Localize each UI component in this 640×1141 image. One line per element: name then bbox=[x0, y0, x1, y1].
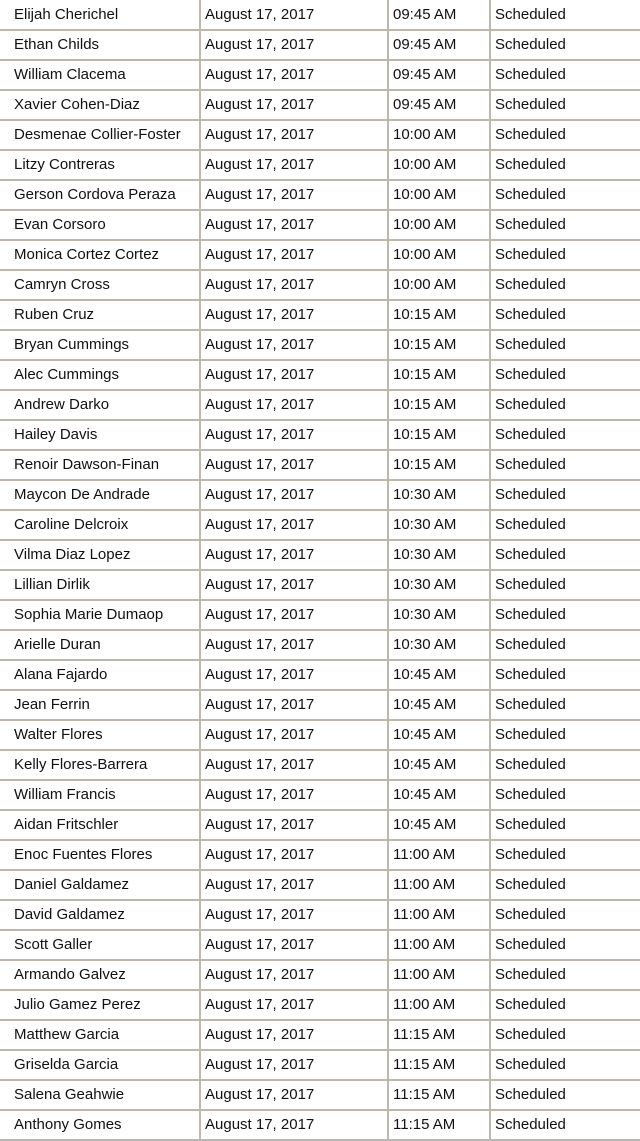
date-cell: August 17, 2017 bbox=[200, 810, 388, 840]
student-name-cell: William Clacema bbox=[0, 60, 200, 90]
date-cell: August 17, 2017 bbox=[200, 870, 388, 900]
status-cell: Scheduled bbox=[490, 60, 640, 90]
student-name-cell: Aidan Fritschler bbox=[0, 810, 200, 840]
student-name-cell: Armando Galvez bbox=[0, 960, 200, 990]
table-row bbox=[0, 330, 640, 360]
date-cell: August 17, 2017 bbox=[200, 570, 388, 600]
time-cell: 10:30 AM bbox=[388, 510, 490, 540]
table-row bbox=[0, 90, 640, 120]
time-cell: 11:00 AM bbox=[388, 870, 490, 900]
time-cell: 10:15 AM bbox=[388, 330, 490, 360]
table-row bbox=[0, 180, 640, 210]
table-row bbox=[0, 1080, 640, 1110]
date-cell: August 17, 2017 bbox=[200, 720, 388, 750]
table-row bbox=[0, 480, 640, 510]
time-cell: 11:00 AM bbox=[388, 840, 490, 870]
status-cell: Scheduled bbox=[490, 120, 640, 150]
time-cell: 10:30 AM bbox=[388, 630, 490, 660]
date-cell: August 17, 2017 bbox=[200, 480, 388, 510]
time-cell: 10:15 AM bbox=[388, 420, 490, 450]
date-cell: August 17, 2017 bbox=[200, 1110, 388, 1140]
time-cell: 10:45 AM bbox=[388, 690, 490, 720]
table-row bbox=[0, 150, 640, 180]
table-row bbox=[0, 120, 640, 150]
student-name-cell: Griselda Garcia bbox=[0, 1050, 200, 1080]
table-row bbox=[0, 240, 640, 270]
date-cell: August 17, 2017 bbox=[200, 690, 388, 720]
time-cell: 11:00 AM bbox=[388, 960, 490, 990]
table-row bbox=[0, 270, 640, 300]
status-cell: Scheduled bbox=[490, 180, 640, 210]
time-cell: 11:00 AM bbox=[388, 900, 490, 930]
student-name-cell: Sophia Marie Dumaop bbox=[0, 600, 200, 630]
status-cell: Scheduled bbox=[490, 330, 640, 360]
table-row bbox=[0, 30, 640, 60]
table-row bbox=[0, 840, 640, 870]
date-cell: August 17, 2017 bbox=[200, 1020, 388, 1050]
date-cell: August 17, 2017 bbox=[200, 60, 388, 90]
date-cell: August 17, 2017 bbox=[200, 120, 388, 150]
student-name-cell: David Galdamez bbox=[0, 900, 200, 930]
status-cell: Scheduled bbox=[490, 150, 640, 180]
time-cell: 10:45 AM bbox=[388, 720, 490, 750]
time-cell: 11:15 AM bbox=[388, 1110, 490, 1140]
status-cell: Scheduled bbox=[490, 900, 640, 930]
status-cell: Scheduled bbox=[490, 840, 640, 870]
status-cell: Scheduled bbox=[490, 870, 640, 900]
student-name-cell: Anthony Gomes bbox=[0, 1110, 200, 1140]
table-row bbox=[0, 300, 640, 330]
table-row bbox=[0, 390, 640, 420]
time-cell: 11:15 AM bbox=[388, 1050, 490, 1080]
student-name-cell: Kelly Flores-Barrera bbox=[0, 750, 200, 780]
table-row bbox=[0, 570, 640, 600]
date-cell: August 17, 2017 bbox=[200, 1080, 388, 1110]
student-name-cell: Maycon De Andrade bbox=[0, 480, 200, 510]
table-row bbox=[0, 360, 640, 390]
date-cell: August 17, 2017 bbox=[200, 210, 388, 240]
date-cell: August 17, 2017 bbox=[200, 0, 388, 30]
table-row bbox=[0, 870, 640, 900]
student-name-cell: Vilma Diaz Lopez bbox=[0, 540, 200, 570]
date-cell: August 17, 2017 bbox=[200, 150, 388, 180]
time-cell: 09:45 AM bbox=[388, 30, 490, 60]
student-name-cell: Andrew Darko bbox=[0, 390, 200, 420]
table-row bbox=[0, 210, 640, 240]
status-cell: Scheduled bbox=[490, 360, 640, 390]
date-cell: August 17, 2017 bbox=[200, 360, 388, 390]
time-cell: 10:15 AM bbox=[388, 390, 490, 420]
time-cell: 09:45 AM bbox=[388, 60, 490, 90]
time-cell: 10:45 AM bbox=[388, 750, 490, 780]
time-cell: 11:00 AM bbox=[388, 930, 490, 960]
date-cell: August 17, 2017 bbox=[200, 300, 388, 330]
student-name-cell: Camryn Cross bbox=[0, 270, 200, 300]
table-row bbox=[0, 720, 640, 750]
date-cell: August 17, 2017 bbox=[200, 1050, 388, 1080]
student-name-cell: Matthew Garcia bbox=[0, 1020, 200, 1050]
time-cell: 10:30 AM bbox=[388, 480, 490, 510]
date-cell: August 17, 2017 bbox=[200, 510, 388, 540]
date-cell: August 17, 2017 bbox=[200, 30, 388, 60]
table-row bbox=[0, 0, 640, 30]
status-cell: Scheduled bbox=[490, 90, 640, 120]
status-cell: Scheduled bbox=[490, 960, 640, 990]
student-name-cell: Alana Fajardo bbox=[0, 660, 200, 690]
time-cell: 10:30 AM bbox=[388, 540, 490, 570]
table-row bbox=[0, 1020, 640, 1050]
status-cell: Scheduled bbox=[490, 930, 640, 960]
table-row bbox=[0, 900, 640, 930]
time-cell: 11:00 AM bbox=[388, 990, 490, 1020]
status-cell: Scheduled bbox=[490, 660, 640, 690]
table-row bbox=[0, 660, 640, 690]
time-cell: 10:00 AM bbox=[388, 240, 490, 270]
student-name-cell: William Francis bbox=[0, 780, 200, 810]
table-row bbox=[0, 960, 640, 990]
table-row bbox=[0, 420, 640, 450]
table-row bbox=[0, 690, 640, 720]
student-name-cell: Daniel Galdamez bbox=[0, 870, 200, 900]
student-name-cell: Arielle Duran bbox=[0, 630, 200, 660]
table-row bbox=[0, 780, 640, 810]
student-name-cell: Jean Ferrin bbox=[0, 690, 200, 720]
table-row bbox=[0, 630, 640, 660]
student-name-cell: Monica Cortez Cortez bbox=[0, 240, 200, 270]
student-name-cell: Bryan Cummings bbox=[0, 330, 200, 360]
student-name-cell: Evan Corsoro bbox=[0, 210, 200, 240]
status-cell: Scheduled bbox=[490, 720, 640, 750]
table-row bbox=[0, 450, 640, 480]
status-cell: Scheduled bbox=[490, 630, 640, 660]
status-cell: Scheduled bbox=[490, 390, 640, 420]
date-cell: August 17, 2017 bbox=[200, 540, 388, 570]
student-name-cell: Lillian Dirlik bbox=[0, 570, 200, 600]
date-cell: August 17, 2017 bbox=[200, 630, 388, 660]
status-cell: Scheduled bbox=[490, 1050, 640, 1080]
status-cell: Scheduled bbox=[490, 240, 640, 270]
date-cell: August 17, 2017 bbox=[200, 390, 388, 420]
time-cell: 10:00 AM bbox=[388, 150, 490, 180]
status-cell: Scheduled bbox=[490, 0, 640, 30]
status-cell: Scheduled bbox=[490, 990, 640, 1020]
table-row bbox=[0, 510, 640, 540]
time-cell: 11:15 AM bbox=[388, 1080, 490, 1110]
date-cell: August 17, 2017 bbox=[200, 660, 388, 690]
status-cell: Scheduled bbox=[490, 30, 640, 60]
time-cell: 10:30 AM bbox=[388, 600, 490, 630]
status-cell: Scheduled bbox=[490, 810, 640, 840]
time-cell: 09:45 AM bbox=[388, 0, 490, 30]
time-cell: 10:45 AM bbox=[388, 810, 490, 840]
status-cell: Scheduled bbox=[490, 210, 640, 240]
table-row bbox=[0, 600, 640, 630]
time-cell: 10:30 AM bbox=[388, 570, 490, 600]
status-cell: Scheduled bbox=[490, 1080, 640, 1110]
status-cell: Scheduled bbox=[490, 420, 640, 450]
table-row bbox=[0, 750, 640, 780]
time-cell: 10:00 AM bbox=[388, 120, 490, 150]
date-cell: August 17, 2017 bbox=[200, 450, 388, 480]
date-cell: August 17, 2017 bbox=[200, 750, 388, 780]
date-cell: August 17, 2017 bbox=[200, 930, 388, 960]
student-name-cell: Julio Gamez Perez bbox=[0, 990, 200, 1020]
time-cell: 09:45 AM bbox=[388, 90, 490, 120]
status-cell: Scheduled bbox=[490, 300, 640, 330]
status-cell: Scheduled bbox=[490, 450, 640, 480]
date-cell: August 17, 2017 bbox=[200, 240, 388, 270]
status-cell: Scheduled bbox=[490, 780, 640, 810]
date-cell: August 17, 2017 bbox=[200, 900, 388, 930]
date-cell: August 17, 2017 bbox=[200, 420, 388, 450]
student-name-cell: Gerson Cordova Peraza bbox=[0, 180, 200, 210]
date-cell: August 17, 2017 bbox=[200, 600, 388, 630]
date-cell: August 17, 2017 bbox=[200, 330, 388, 360]
date-cell: August 17, 2017 bbox=[200, 180, 388, 210]
student-name-cell: Walter Flores bbox=[0, 720, 200, 750]
status-cell: Scheduled bbox=[490, 540, 640, 570]
student-name-cell: Litzy Contreras bbox=[0, 150, 200, 180]
table-row bbox=[0, 60, 640, 90]
date-cell: August 17, 2017 bbox=[200, 270, 388, 300]
student-name-cell: Renoir Dawson-Finan bbox=[0, 450, 200, 480]
date-cell: August 17, 2017 bbox=[200, 990, 388, 1020]
status-cell: Scheduled bbox=[490, 690, 640, 720]
time-cell: 11:15 AM bbox=[388, 1020, 490, 1050]
student-name-cell: Elijah Cherichel bbox=[0, 0, 200, 30]
date-cell: August 17, 2017 bbox=[200, 90, 388, 120]
time-cell: 10:15 AM bbox=[388, 300, 490, 330]
table-row bbox=[0, 1050, 640, 1080]
student-name-cell: Caroline Delcroix bbox=[0, 510, 200, 540]
student-name-cell: Xavier Cohen-Diaz bbox=[0, 90, 200, 120]
status-cell: Scheduled bbox=[490, 1020, 640, 1050]
table-row bbox=[0, 930, 640, 960]
student-name-cell: Hailey Davis bbox=[0, 420, 200, 450]
time-cell: 10:00 AM bbox=[388, 180, 490, 210]
table-row bbox=[0, 810, 640, 840]
status-cell: Scheduled bbox=[490, 1110, 640, 1140]
time-cell: 10:15 AM bbox=[388, 360, 490, 390]
status-cell: Scheduled bbox=[490, 750, 640, 780]
time-cell: 10:45 AM bbox=[388, 780, 490, 810]
student-name-cell: Alec Cummings bbox=[0, 360, 200, 390]
table-row bbox=[0, 990, 640, 1020]
student-name-cell: Salena Geahwie bbox=[0, 1080, 200, 1110]
student-name-cell: Ethan Childs bbox=[0, 30, 200, 60]
student-name-cell: Desmenae Collier-Foster bbox=[0, 120, 200, 150]
time-cell: 10:15 AM bbox=[388, 450, 490, 480]
student-name-cell: Ruben Cruz bbox=[0, 300, 200, 330]
date-cell: August 17, 2017 bbox=[200, 960, 388, 990]
student-name-cell: Enoc Fuentes Flores bbox=[0, 840, 200, 870]
status-cell: Scheduled bbox=[490, 480, 640, 510]
time-cell: 10:00 AM bbox=[388, 270, 490, 300]
status-cell: Scheduled bbox=[490, 510, 640, 540]
student-name-cell: Scott Galler bbox=[0, 930, 200, 960]
time-cell: 10:00 AM bbox=[388, 210, 490, 240]
status-cell: Scheduled bbox=[490, 270, 640, 300]
status-cell: Scheduled bbox=[490, 570, 640, 600]
time-cell: 10:45 AM bbox=[388, 660, 490, 690]
date-cell: August 17, 2017 bbox=[200, 780, 388, 810]
date-cell: August 17, 2017 bbox=[200, 840, 388, 870]
status-cell: Scheduled bbox=[490, 600, 640, 630]
table-row bbox=[0, 540, 640, 570]
